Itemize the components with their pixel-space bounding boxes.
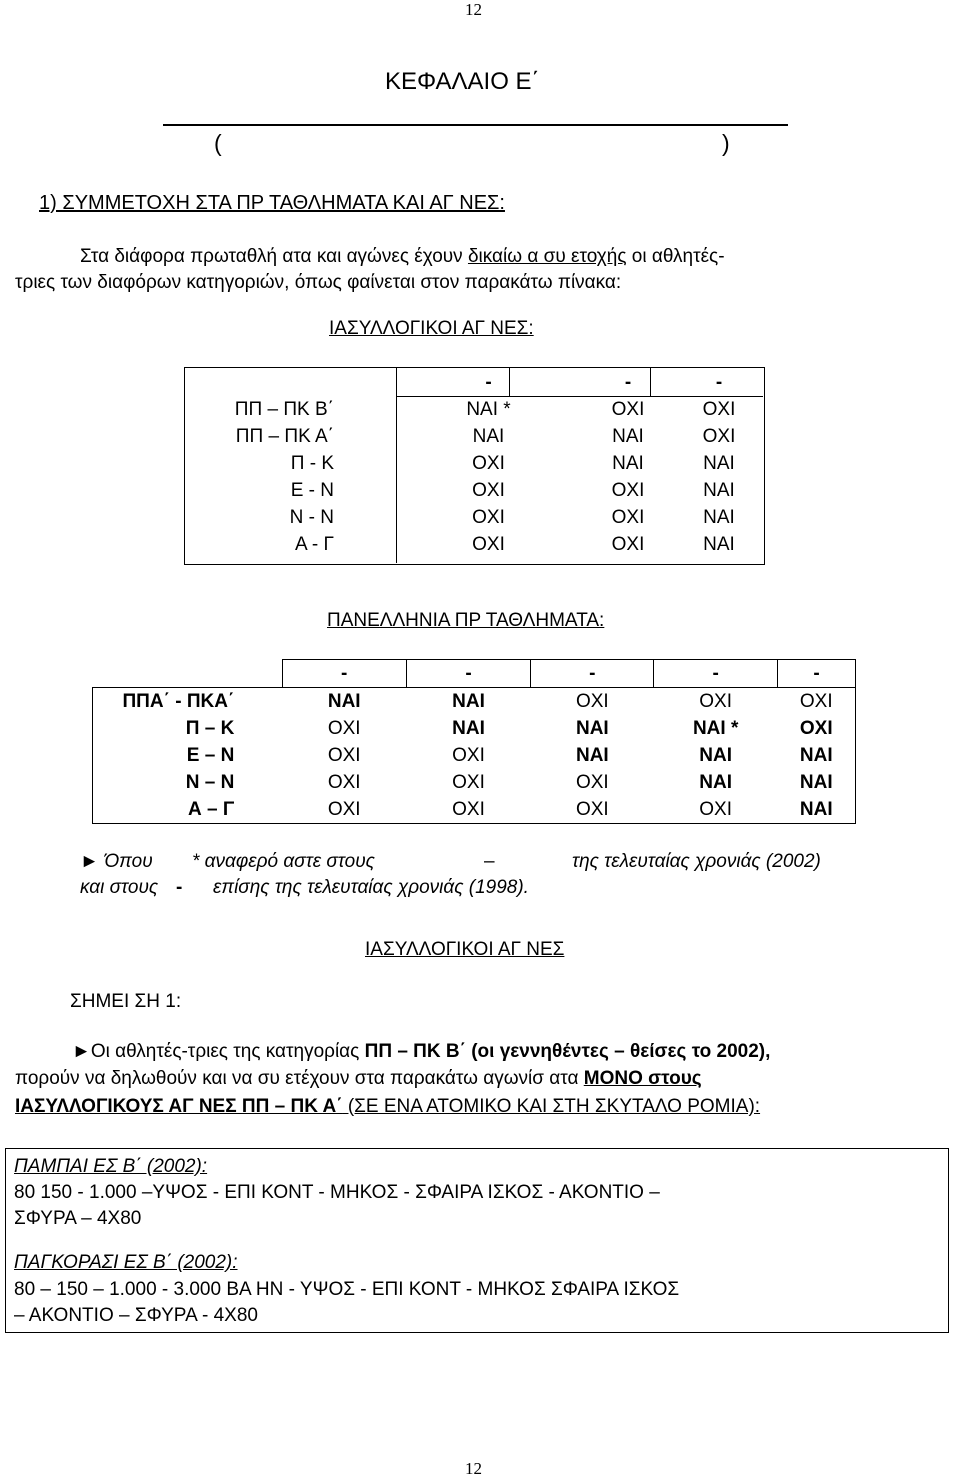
footnote-dash: –	[484, 851, 495, 872]
table1-cell: ΝΑΙ	[703, 507, 735, 528]
table1-cell: ΟΧΙ	[472, 480, 505, 501]
table1-cell: ΝΑΙ	[703, 534, 735, 555]
table2-cell: ΟΧΙ	[327, 772, 361, 793]
footnote-line1	[80, 851, 153, 873]
table1-cell: ΝΑΙ *	[466, 399, 511, 420]
table2-cell: ΟΧΙ	[452, 772, 485, 793]
table2-cell: -	[531, 660, 654, 688]
table-row	[93, 769, 856, 796]
note-line2	[15, 1068, 702, 1090]
table2-cell: ΟΧΙ	[531, 796, 654, 824]
note-emphasis: ΙΑΣΥΛΛΟΓΙΚΟΥΣ ΑΓ ΝΕΣ ΠΠ – ΠΚ Α΄	[15, 1096, 343, 1117]
arrow-right-icon: ►	[80, 851, 99, 872]
footnote-text: * αναφερό αστε στους	[192, 851, 375, 872]
table2-row-label: ΠΠΑ΄ - ΠΚΑ΄	[93, 688, 283, 716]
boys-events-line2: ΣΦΥΡΑ – 4Χ80	[14, 1208, 142, 1229]
table-row	[93, 688, 856, 716]
note-bold-text: ΠΠ – ΠΚ Β΄ (οι γεννηθέντες – θείσες το 2002),	[364, 1041, 771, 1062]
table2-header-row	[93, 660, 856, 688]
footnote-text: της τελευταίας χρονιάς (2002)	[572, 851, 821, 872]
table1-cell: ΟΧΙ	[472, 534, 505, 555]
table1-row-label: Ε - Ν	[290, 480, 334, 501]
table2-cell: ΝΑΙ	[778, 796, 856, 824]
table1-cell	[184, 369, 396, 396]
table2-row-label: Α – Γ	[93, 796, 283, 824]
table1-row-label: ΠΠ – ΠΚ Α΄	[235, 426, 334, 447]
table1-cell: ΟΧΙ	[611, 507, 645, 528]
section1-heading: 1) ΣΥΜΜΕΤΟΧΗ ΣΤΑ ΠΡ ΤΑΘΛΗΜΑΤΑ ΚΑΙ ΑΓ ΝΕΣ:	[39, 192, 505, 214]
table2-cell: ΟΧΙ	[778, 715, 856, 742]
boys-events-line1: 80 150 - 1.000 –ΥΨΟΣ - ΕΠΙ ΚΟΝΤ - ΜΗΚΟΣ - ΣΦΑΙΡΑ ΙΣΚΟΣ - ΑΚΟΝΤΙΟ –	[14, 1182, 660, 1203]
boys-title: ΠΑΜΠΑΙ ΕΣ Β΄ (2002):	[14, 1156, 208, 1177]
table2-cell: ΝΑΙ	[575, 718, 609, 739]
table2-cell: ΟΧΙ	[575, 772, 609, 793]
table-row	[93, 796, 856, 824]
section1-paragraph-line2: τριες των διαφόρων κατηγοριών, όπως φαίνεται στον παρακάτω πίνακα:	[15, 272, 622, 293]
table1-cell: -	[624, 372, 632, 393]
note-heading: ΙΑΣΥΛΛΟΓΙΚΟΙ ΑΓ ΝΕΣ	[365, 939, 565, 960]
page-number-top: 12	[465, 0, 482, 19]
table-row	[184, 531, 763, 558]
section1-paragraph	[80, 246, 725, 268]
table2-cell	[93, 660, 283, 688]
table1-cell: ΝΑΙ	[472, 426, 505, 447]
footnote-text: Όπου	[104, 851, 153, 872]
table-row	[184, 504, 763, 531]
table2-cell: -	[778, 660, 856, 688]
table2-cell: -	[406, 660, 531, 688]
table2-cell: ΟΧΙ	[327, 718, 361, 739]
table-row	[184, 423, 763, 450]
page-number-bottom: 12	[465, 1459, 482, 1478]
paren-close: )	[722, 130, 730, 156]
girls-events-line1: 80 – 150 – 1.000 - 3.000 ΒΑ ΗΝ - ΥΨΟΣ - ΕΠΙ ΚΟΝΤ - ΜΗΚΟΣ ΣΦΑΙΡΑ ΙΣΚΟΣ	[14, 1279, 680, 1300]
table2-row-label: Ε – Ν	[93, 742, 283, 769]
note-text: (ΣΕ ΕΝΑ ΑΤΟΜΙΚΟ ΚΑΙ ΣΤΗ ΣΚΥΤΑΛΟ ΡΟΜΙΑ):	[342, 1096, 761, 1117]
table2-cell: ΝΑΙ	[778, 769, 856, 796]
table1-cell: -	[485, 372, 492, 393]
note-line1	[72, 1041, 770, 1063]
table1-cell: -	[715, 372, 723, 393]
para-underlined: δικαίω α συ ετοχής	[467, 246, 627, 267]
table-row	[184, 450, 763, 477]
table2-cell: ΝΑΙ	[699, 745, 733, 766]
girls-title: ΠΑΓΚΟΡΑΣΙ ΕΣ Β΄ (2002):	[14, 1252, 238, 1273]
table2-row-label: Ν – Ν	[93, 769, 283, 796]
note-line3	[15, 1096, 760, 1118]
table1-row-label: Ν - Ν	[289, 507, 334, 528]
table2-cell: ΟΧΙ	[406, 796, 531, 824]
table2-cell: ΝΑΙ	[452, 718, 485, 739]
table-row	[93, 715, 856, 742]
table2-cell: ΟΧΙ	[575, 691, 609, 712]
para-text-a: Στα διάφορα πρωταθλή ατα και αγώνες έχουν	[80, 246, 468, 267]
girls-events-line2: – ΑΚΟΝΤΙΟ – ΣΦΥΡΑ - 4Χ80	[14, 1305, 258, 1326]
table1-cell: ΝΑΙ	[703, 453, 735, 474]
chapter-title: ΚΕΦΑΛΑΙΟ Ε΄	[385, 68, 540, 95]
table1-row-label: ΠΠ – ΠΚ Β΄	[234, 399, 334, 420]
table2-cell: ΟΧΙ	[327, 745, 361, 766]
table1-title: ΙΑΣΥΛΛΟΓΙΚΟΙ ΑΓ ΝΕΣ:	[329, 318, 534, 339]
paren-open: (	[214, 130, 222, 156]
table2-cell: ΝΑΙ	[575, 745, 609, 766]
table2	[92, 659, 856, 824]
table-row	[184, 477, 763, 504]
table1-cell: ΟΧΙ	[472, 507, 505, 528]
note-emphasis: ΜΟΝΟ στους	[583, 1068, 702, 1089]
table1	[184, 369, 763, 558]
table1-cell: ΟΧΙ	[611, 480, 645, 501]
table1-header-row	[184, 369, 763, 396]
table2-cell: ΟΧΙ	[699, 691, 733, 712]
table1-cell: ΟΧΙ	[611, 399, 645, 420]
table1-cell: ΟΧΙ	[472, 453, 505, 474]
table1-row-label: Π - Κ	[290, 453, 334, 474]
table2-cell: ΝΑΙ	[699, 772, 733, 793]
table1-cell: ΝΑΙ	[612, 453, 644, 474]
table1-cell: ΝΑΙ	[612, 426, 644, 447]
table2-cell: -	[654, 660, 778, 688]
table-row	[93, 742, 856, 769]
table2-cell: ΟΧΙ	[452, 745, 485, 766]
para-text-b: οι αθλητές-	[626, 246, 725, 267]
table2-cell: ΝΑΙ *	[692, 718, 739, 739]
table2-cell: ΝΑΙ	[327, 691, 361, 712]
table1-cell: ΟΧΙ	[611, 534, 645, 555]
table2-cell: ΝΑΙ	[778, 742, 856, 769]
table1-cell: ΝΑΙ	[703, 480, 735, 501]
table2-row-label: Π – Κ	[93, 715, 283, 742]
footnote-text: επίσης της τελευταίας χρονιάς (1998).	[213, 877, 529, 898]
note-text: Οι αθλητές-τριες της κατηγορίας	[90, 1041, 365, 1062]
table2-cell: ΟΧΙ	[282, 796, 406, 824]
table1-cell: ΟΧΙ	[702, 399, 736, 420]
footnote-text: και στους	[80, 877, 159, 898]
note-label: ΣΗΜΕΙ ΣΗ 1:	[70, 991, 182, 1012]
table-row	[184, 396, 763, 423]
note-text: πορούν να δηλωθούν και να συ ετέχουν στα παρακάτω αγωνίσ ατα	[15, 1068, 584, 1089]
footnote-dash: -	[176, 877, 183, 898]
table1-row-label: Α - Γ	[295, 534, 334, 555]
table2-cell: ΟΧΙ	[778, 688, 856, 716]
title-rule	[163, 124, 788, 126]
table2-cell: -	[282, 660, 406, 688]
table2-title: ΠΑΝΕΛΛΗΝΙΑ ΠΡ ΤΑΘΛΗΜΑΤΑ:	[327, 610, 605, 631]
arrow-right-icon: ►	[72, 1041, 91, 1062]
table2-cell: ΟΧΙ	[654, 796, 778, 824]
table1-cell: ΟΧΙ	[702, 426, 736, 447]
table2-cell: ΝΑΙ	[452, 691, 485, 712]
